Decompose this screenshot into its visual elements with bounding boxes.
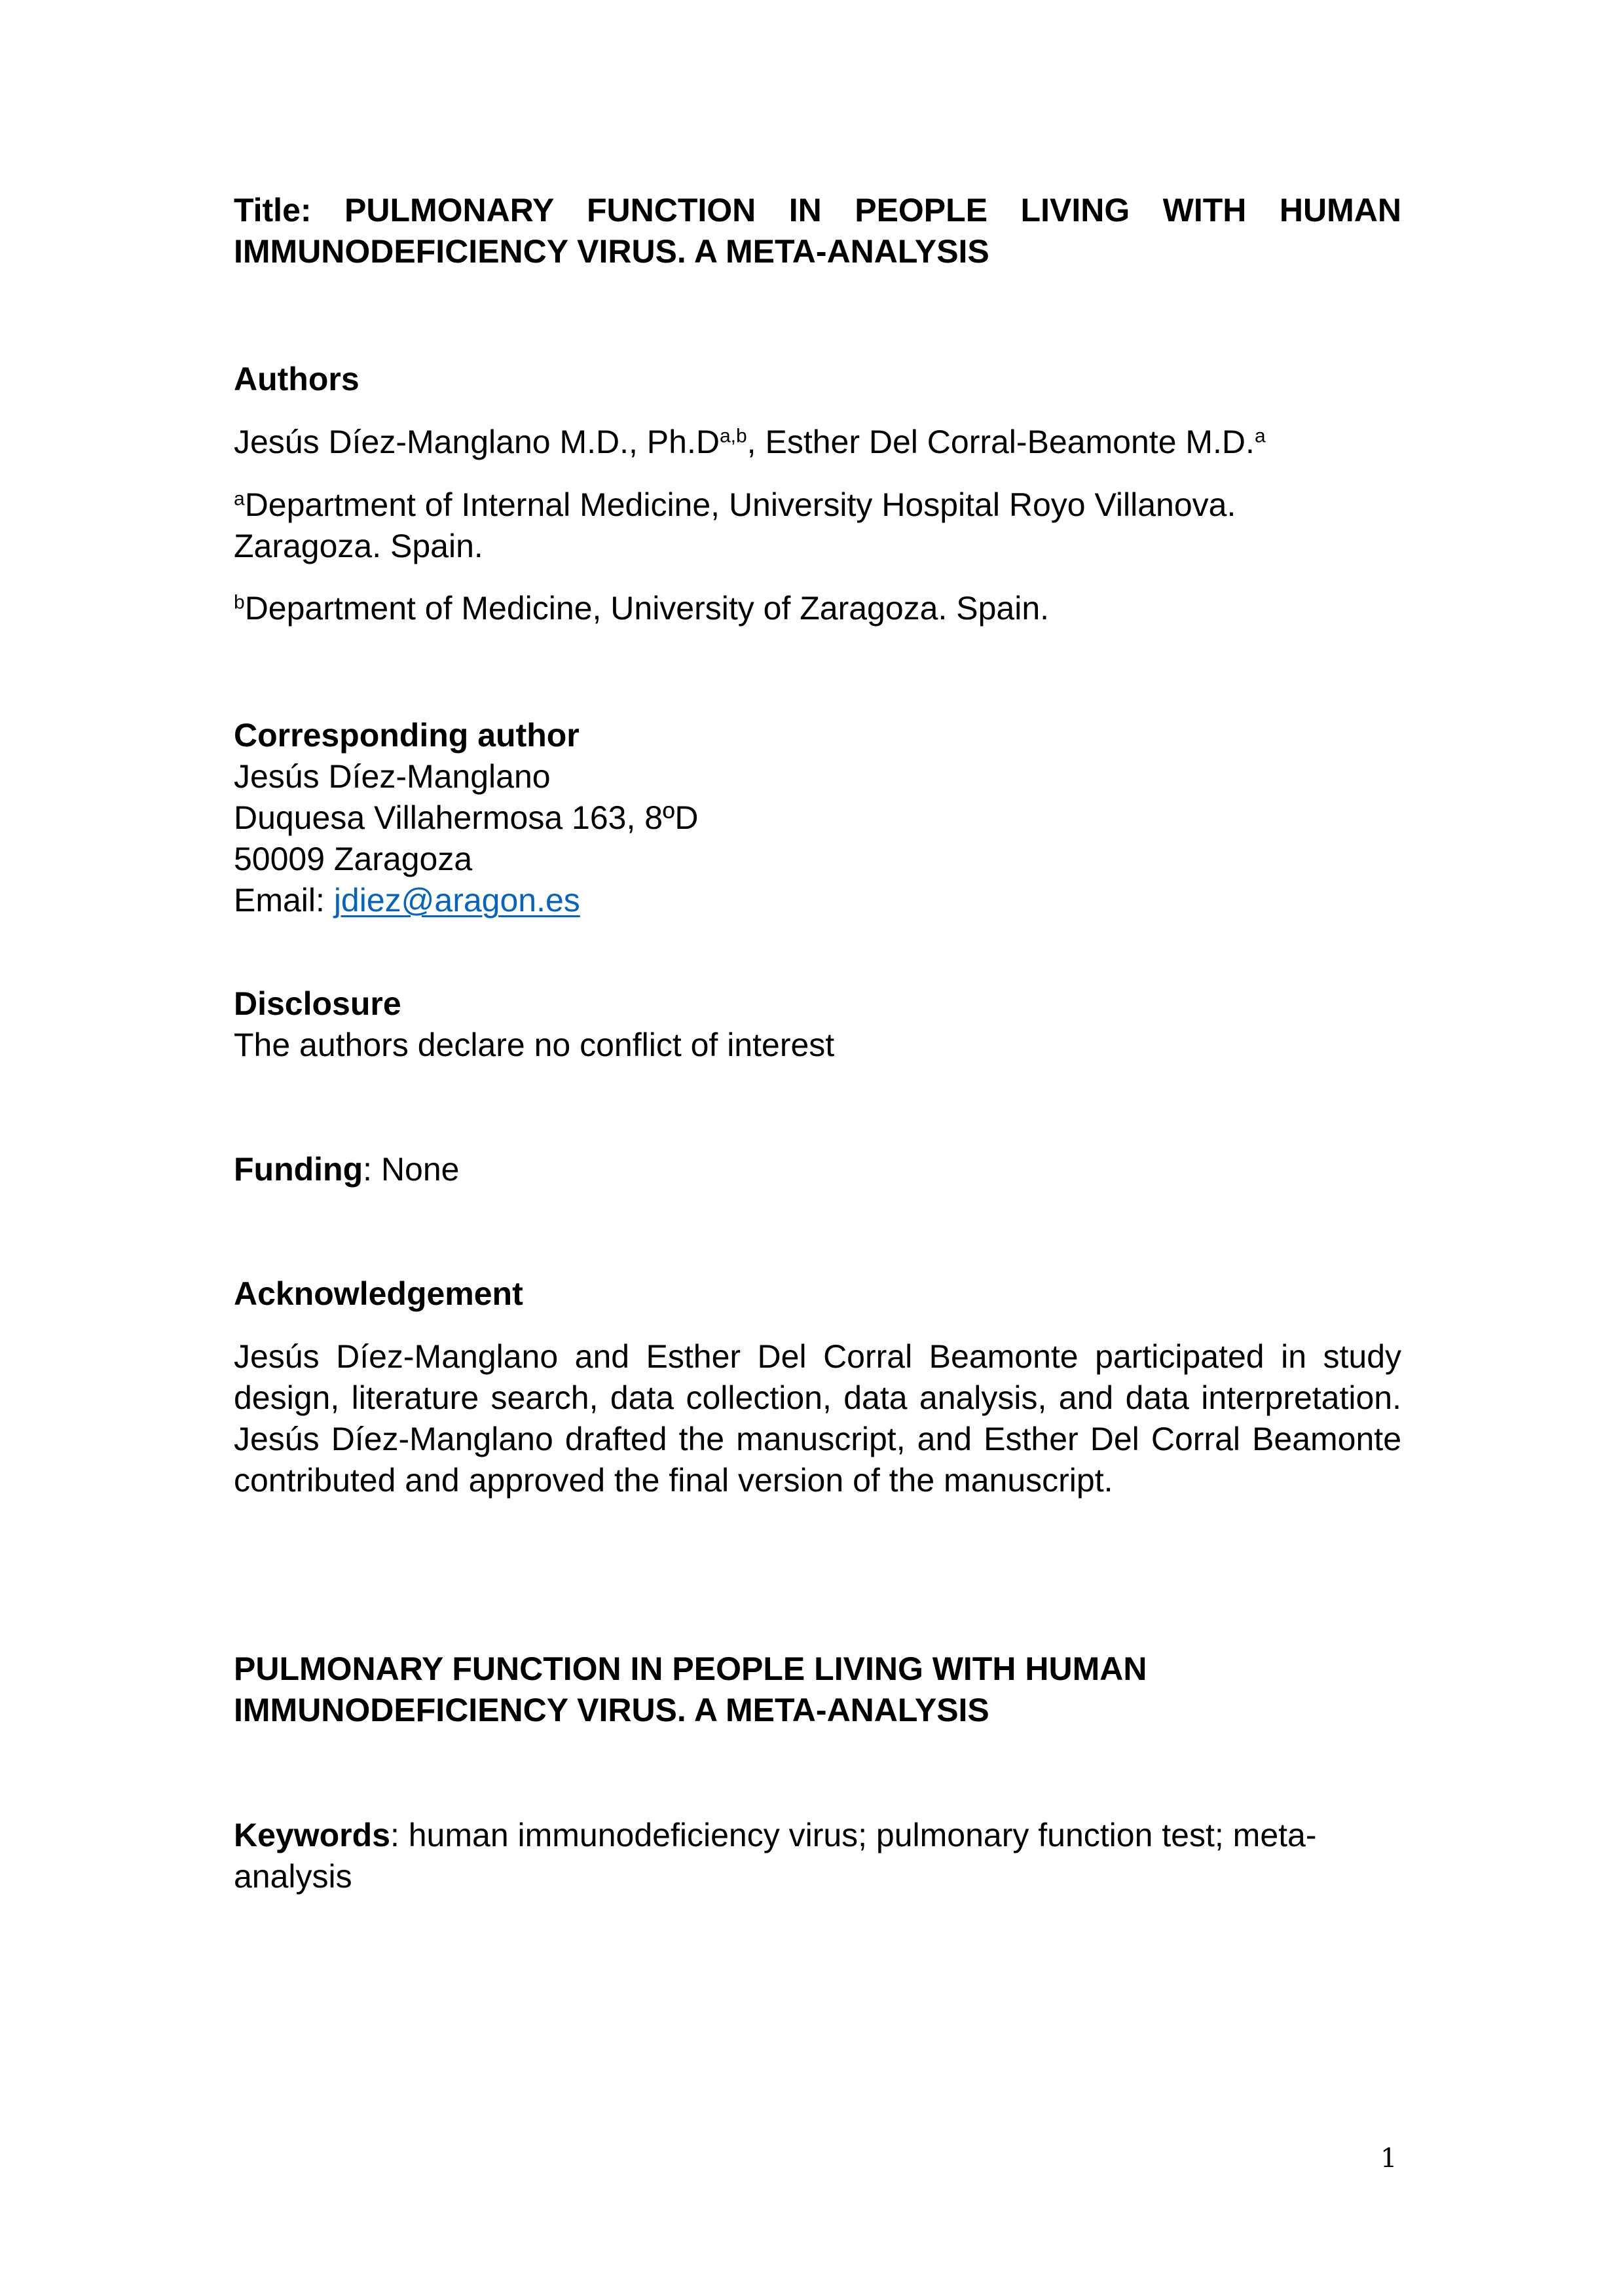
affiliation-a-text: Department of Internal Medicine, University Hospital Royo Villanova. — [244, 486, 1236, 523]
corresponding-heading: Corresponding author — [234, 717, 580, 754]
author-1-affiliation: a,b — [719, 425, 747, 447]
corresponding-author-block — [234, 715, 1401, 921]
corresponding-email-line — [234, 880, 1401, 921]
page-number: 1 — [1380, 2143, 1397, 2174]
running-title-line-2: IMMUNODEFICIENCY VIRUS. A META-ANALYSIS — [234, 1692, 989, 1728]
disclosure-heading: Disclosure — [234, 985, 401, 1022]
funding-line — [234, 1149, 1401, 1190]
author-list — [234, 422, 1401, 463]
corresponding-name: Jesús Díez-Manglano — [234, 758, 551, 795]
affiliation-a-marker: a — [234, 488, 245, 510]
corresponding-address-1: Duquesa Villahermosa 163, 8ºD — [234, 799, 699, 836]
authors-heading: Authors — [234, 361, 360, 397]
disclosure-block — [234, 983, 1401, 1066]
author-separator: , — [747, 424, 766, 460]
running-title-line-1: PULMONARY FUNCTION IN PEOPLE LIVING WITH HUMAN — [234, 1650, 1147, 1687]
keywords-line — [234, 1815, 1347, 1897]
keywords-value: : human immunodeficiency virus; pulmonary function test; meta-analysis — [234, 1817, 1317, 1895]
funding-label: Funding — [234, 1151, 363, 1188]
affiliation-a — [234, 484, 1401, 567]
paper-title: PULMONARY FUNCTION IN PEOPLE LIVING WITH HUMAN IMMUNODEFICIENCY VIRUS. A META-ANALYSIS — [234, 192, 1401, 270]
acknowledgement-heading: Acknowledgement — [234, 1275, 523, 1312]
corresponding-address-2: 50009 Zaragoza — [234, 841, 473, 877]
title-block — [234, 190, 1401, 272]
affiliation-b-marker: b — [234, 591, 245, 613]
author-1: Jesús Díez-Manglano M.D., Ph.D — [234, 424, 720, 460]
keywords-label: Keywords — [234, 1817, 390, 1853]
author-2-affiliation: a — [1254, 425, 1266, 447]
acknowledgement-text: Jesús Díez-Manglano and Esther Del Corral Beamonte participated in study design, literature search, data collection, data analysis, and data interpretation. Jesús Díez-Manglano drafted the manuscript, and Esther Del Corral Beamonte contributed and approved the final version of the manuscript. — [234, 1338, 1401, 1499]
funding-value: : None — [363, 1151, 460, 1188]
title-label: Title: — [234, 192, 312, 228]
disclosure-text: The authors declare no conflict of interest — [234, 1027, 835, 1063]
running-title — [234, 1649, 1401, 1731]
email-label: Email: — [234, 882, 334, 919]
author-2: Esther Del Corral-Beamonte M.D. — [765, 424, 1255, 460]
affiliation-a-text-2: Zaragoza. Spain. — [234, 528, 483, 564]
email-link[interactable]: jdiez@aragon.es — [333, 882, 580, 919]
affiliation-b — [234, 588, 1401, 629]
affiliation-b-text: Department of Medicine, University of Zaragoza. Spain. — [244, 590, 1050, 627]
